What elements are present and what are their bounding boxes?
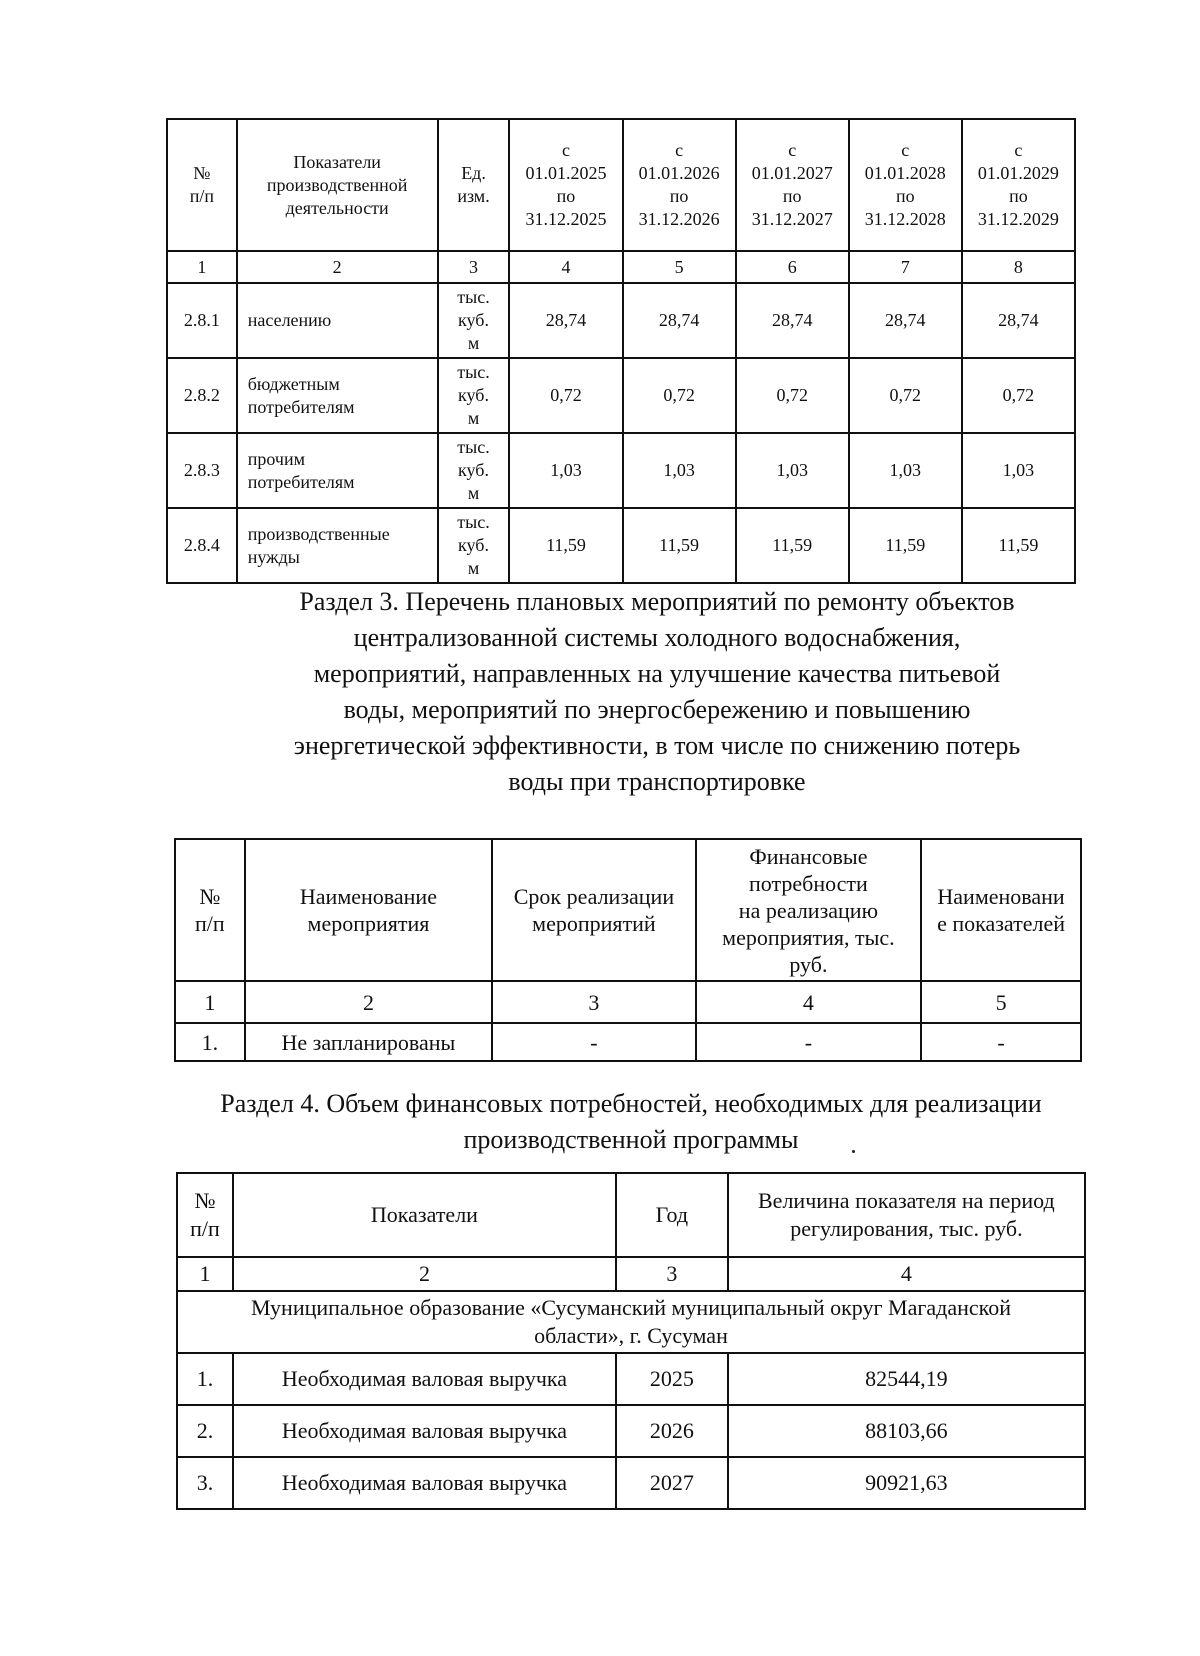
measure-term: -	[492, 1023, 696, 1061]
column-number: 5	[921, 981, 1081, 1023]
unit: тыс. куб. м	[438, 508, 510, 583]
unit: тыс. куб. м	[438, 283, 510, 358]
row-number: 2.8.3	[167, 433, 237, 508]
table-row	[167, 283, 1075, 358]
indicator-name: Необходимая валовая выручка	[233, 1405, 616, 1457]
section-4-title: Раздел 4. Объем финансовых потребностей, необходимых для реализации производственной программы	[220, 1089, 1042, 1154]
column-number: 3	[616, 1257, 728, 1291]
column-number: 8	[962, 251, 1075, 283]
table-row	[167, 508, 1075, 583]
header-cell: Величина показателя на период регулирования, тыс. руб.	[728, 1173, 1085, 1257]
planned-measures-table	[174, 838, 1082, 1062]
value-cell: 90921,63	[728, 1457, 1085, 1509]
header-cell: Показатели	[233, 1173, 616, 1257]
column-number: 1	[177, 1257, 233, 1291]
value-cell: 11,59	[623, 508, 736, 583]
header-cell: № п/п	[167, 119, 237, 251]
value-cell: 0,72	[849, 358, 962, 433]
column-number: 2	[237, 251, 438, 283]
value-cell: 11,59	[962, 508, 1075, 583]
column-number: 4	[509, 251, 622, 283]
header-cell: Ед. изм.	[438, 119, 510, 251]
header-cell: № п/п	[175, 839, 245, 981]
column-number: 5	[623, 251, 736, 283]
row-number: 3.	[177, 1457, 233, 1509]
header-cell: с 01.01.2025 по 31.12.2025	[509, 119, 622, 251]
indicator-name: бюджетным потребителям	[237, 358, 438, 433]
unit: тыс. куб. м	[438, 433, 510, 508]
column-number: 3	[492, 981, 696, 1023]
header-cell: с 01.01.2027 по 31.12.2027	[736, 119, 849, 251]
unit: тыс. куб. м	[438, 358, 510, 433]
table-row	[175, 1023, 1081, 1061]
indicator-name: Необходимая валовая выручка	[233, 1457, 616, 1509]
indicator-name: прочим потребителям	[237, 433, 438, 508]
value-cell: 0,72	[623, 358, 736, 433]
header-cell: Срок реализации мероприятий	[492, 839, 696, 981]
header-cell: с 01.01.2026 по 31.12.2026	[623, 119, 736, 251]
indicator-name: населению	[237, 283, 438, 358]
value-cell: 1,03	[962, 433, 1075, 508]
header-cell: Наименовани е показателей	[921, 839, 1081, 981]
row-number: 2.	[177, 1405, 233, 1457]
indicator-name: производственные нужды	[237, 508, 438, 583]
row-number: 2.8.2	[167, 358, 237, 433]
column-number: 1	[175, 981, 245, 1023]
table-row	[177, 1405, 1085, 1457]
municipality-row: Муниципальное образование «Сусуманский муниципальный округ Магаданской области», г. Сусуман	[177, 1291, 1085, 1353]
year-cell: 2026	[616, 1405, 728, 1457]
value-cell: 0,72	[962, 358, 1075, 433]
column-number: 4	[696, 981, 921, 1023]
table-row	[167, 433, 1075, 508]
column-number: 2	[233, 1257, 616, 1291]
year-cell: 2027	[616, 1457, 728, 1509]
value-cell: 11,59	[849, 508, 962, 583]
column-number: 1	[167, 251, 237, 283]
value-cell: 88103,66	[728, 1405, 1085, 1457]
measure-name: Не запланированы	[245, 1023, 492, 1061]
value-cell: 11,59	[736, 508, 849, 583]
header-cell: Финансовые потребности на реализацию мероприятия, тыс. руб.	[696, 839, 921, 981]
table-row	[177, 1457, 1085, 1509]
production-indicators-table	[166, 118, 1076, 584]
value-cell: 1,03	[849, 433, 962, 508]
indicator-name: Необходимая валовая выручка	[233, 1353, 616, 1405]
header-cell: № п/п	[177, 1173, 233, 1257]
header-cell: Показатели производственной деятельности	[237, 119, 438, 251]
value-cell: 28,74	[736, 283, 849, 358]
table-row	[177, 1353, 1085, 1405]
row-number: 1.	[177, 1353, 233, 1405]
value-cell: 11,59	[509, 508, 622, 583]
value-cell: 1,03	[736, 433, 849, 508]
row-number: 2.8.1	[167, 283, 237, 358]
value-cell: 82544,19	[728, 1353, 1085, 1405]
value-cell: 1,03	[623, 433, 736, 508]
header-cell: с 01.01.2029 по 31.12.2029	[962, 119, 1075, 251]
measure-indicators: -	[921, 1023, 1081, 1061]
value-cell: 28,74	[509, 283, 622, 358]
column-number: 4	[728, 1257, 1085, 1291]
column-number: 6	[736, 251, 849, 283]
section-3-title: Раздел 3. Перечень плановых мероприятий по ремонту объектов централизованной системы холодного водоснабжения, мероприятий, направленных на улучшение качества питьевой воды, мероприятий по энергосбережению и повышению энергетической эффективности, в том числе по снижению потерь воды при транспортировке	[293, 587, 1021, 796]
value-cell: 28,74	[849, 283, 962, 358]
year-cell: 2025	[616, 1353, 728, 1405]
value-cell: 28,74	[962, 283, 1075, 358]
table-row	[167, 358, 1075, 433]
header-cell: Наименование мероприятия	[245, 839, 492, 981]
row-number: 1.	[175, 1023, 245, 1061]
row-number: 2.8.4	[167, 508, 237, 583]
value-cell: 0,72	[736, 358, 849, 433]
scan-speck	[852, 1150, 855, 1153]
measure-finance: -	[696, 1023, 921, 1061]
value-cell: 1,03	[509, 433, 622, 508]
value-cell: 0,72	[509, 358, 622, 433]
header-cell: с 01.01.2028 по 31.12.2028	[849, 119, 962, 251]
value-cell: 28,74	[623, 283, 736, 358]
header-cell: Год	[616, 1173, 728, 1257]
financial-needs-table	[176, 1172, 1086, 1510]
column-number: 2	[245, 981, 492, 1023]
column-number: 7	[849, 251, 962, 283]
column-number: 3	[438, 251, 510, 283]
